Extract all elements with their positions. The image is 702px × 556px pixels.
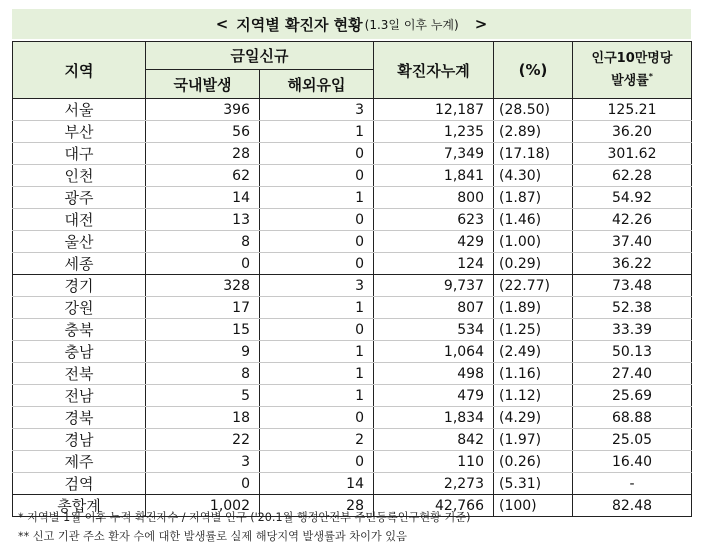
- cumulative-cell: 800: [374, 187, 494, 209]
- rate-cell: 37.40: [573, 231, 692, 253]
- cumulative-cell: 7,349: [374, 143, 494, 165]
- footnotes: [18, 508, 471, 546]
- table-row: [13, 165, 692, 187]
- table-body: [13, 99, 692, 517]
- overseas-cell: 0: [260, 143, 374, 165]
- table-row: [13, 99, 692, 121]
- region-cell: 충북: [13, 319, 146, 341]
- header-today-new: 금일신규: [146, 42, 374, 70]
- domestic-cell: 328: [146, 275, 260, 297]
- domestic-cell: 56: [146, 121, 260, 143]
- overseas-cell: 0: [260, 451, 374, 473]
- cumulative-cell: 842: [374, 429, 494, 451]
- header-per100k-line2: 발생률: [611, 73, 649, 89]
- region-cell: 인천: [13, 165, 146, 187]
- table-row: [13, 451, 692, 473]
- percent-cell: (0.29): [494, 253, 573, 275]
- footnote-1: * 지역별 1월 이후 누적 확진자수 / 지역별 인구 ('20.1월 행정안전부 주민등록인구현황 기준): [18, 511, 471, 524]
- region-cell: 대구: [13, 143, 146, 165]
- rate-cell: 301.62: [573, 143, 692, 165]
- percent-cell: (22.77): [494, 275, 573, 297]
- percent-cell: (17.18): [494, 143, 573, 165]
- rate-cell: 82.48: [573, 495, 692, 517]
- domestic-cell: 5: [146, 385, 260, 407]
- overseas-cell: 1: [260, 297, 374, 319]
- domestic-cell: 17: [146, 297, 260, 319]
- cumulative-cell: 124: [374, 253, 494, 275]
- cumulative-cell: 498: [374, 363, 494, 385]
- header-per100k-footnote-mark: *: [648, 71, 653, 81]
- overseas-cell: 0: [260, 319, 374, 341]
- cumulative-cell: 429: [374, 231, 494, 253]
- cumulative-cell: 110: [374, 451, 494, 473]
- table-row: [13, 363, 692, 385]
- regional-cases-table: [12, 41, 692, 517]
- percent-cell: (100): [494, 495, 573, 517]
- percent-cell: (28.50): [494, 99, 573, 121]
- rate-cell: 16.40: [573, 451, 692, 473]
- region-cell: 경북: [13, 407, 146, 429]
- table-title: [12, 9, 691, 39]
- cumulative-cell: 1,841: [374, 165, 494, 187]
- rate-cell: 50.13: [573, 341, 692, 363]
- title-left-bracket: <: [215, 15, 229, 33]
- header-per100k: [573, 42, 692, 99]
- percent-cell: (1.89): [494, 297, 573, 319]
- table-row: [13, 407, 692, 429]
- overseas-cell: 3: [260, 99, 374, 121]
- overseas-cell: 1: [260, 187, 374, 209]
- region-cell: 전남: [13, 385, 146, 407]
- overseas-cell: 0: [260, 253, 374, 275]
- rate-cell: -: [573, 473, 692, 495]
- domestic-cell: 22: [146, 429, 260, 451]
- region-cell: 검역: [13, 473, 146, 495]
- title-right-bracket: >: [474, 15, 488, 33]
- rate-cell: 62.28: [573, 165, 692, 187]
- domestic-cell: 8: [146, 231, 260, 253]
- rate-cell: 36.22: [573, 253, 692, 275]
- table-row: [13, 297, 692, 319]
- region-cell: 충남: [13, 341, 146, 363]
- domestic-cell: 3: [146, 451, 260, 473]
- title-subtitle: (1.3일 이후 누계): [364, 17, 459, 32]
- region-cell: 대전: [13, 209, 146, 231]
- region-cell: 세종: [13, 253, 146, 275]
- cumulative-cell: 1,064: [374, 341, 494, 363]
- percent-cell: (5.31): [494, 473, 573, 495]
- overseas-cell: 1: [260, 385, 374, 407]
- domestic-cell: 1,002: [146, 495, 260, 517]
- region-cell: 서울: [13, 99, 146, 121]
- table-row: [13, 187, 692, 209]
- percent-cell: (1.25): [494, 319, 573, 341]
- header-cumulative: 확진자누계: [374, 42, 494, 99]
- table-row: [13, 473, 692, 495]
- overseas-cell: 1: [260, 341, 374, 363]
- table-row: [13, 143, 692, 165]
- overseas-cell: 0: [260, 231, 374, 253]
- overseas-cell: 0: [260, 407, 374, 429]
- cumulative-cell: 479: [374, 385, 494, 407]
- domestic-cell: 18: [146, 407, 260, 429]
- percent-cell: (1.97): [494, 429, 573, 451]
- rate-cell: 33.39: [573, 319, 692, 341]
- region-cell: 전북: [13, 363, 146, 385]
- region-cell: 경기: [13, 275, 146, 297]
- cumulative-cell: 1,834: [374, 407, 494, 429]
- header-per100k-line1: 인구10만명당: [591, 50, 673, 66]
- domestic-cell: 28: [146, 143, 260, 165]
- rate-cell: 25.69: [573, 385, 692, 407]
- header-overseas: 해외유입: [260, 70, 374, 99]
- cumulative-cell: 42,766: [374, 495, 494, 517]
- header-region: 지역: [13, 42, 146, 99]
- cumulative-cell: 12,187: [374, 99, 494, 121]
- table-row: [13, 209, 692, 231]
- domestic-cell: 9: [146, 341, 260, 363]
- overseas-cell: 28: [260, 495, 374, 517]
- domestic-cell: 15: [146, 319, 260, 341]
- region-cell: 울산: [13, 231, 146, 253]
- rate-cell: 27.40: [573, 363, 692, 385]
- region-cell: 경남: [13, 429, 146, 451]
- percent-cell: (1.46): [494, 209, 573, 231]
- domestic-cell: 396: [146, 99, 260, 121]
- domestic-cell: 0: [146, 473, 260, 495]
- region-cell: 총합계: [13, 495, 146, 517]
- overseas-cell: 3: [260, 275, 374, 297]
- table-row: [13, 253, 692, 275]
- table-row: [13, 121, 692, 143]
- rate-cell: 52.38: [573, 297, 692, 319]
- header-percent: (%): [494, 42, 573, 99]
- percent-cell: (1.16): [494, 363, 573, 385]
- title-main: 지역별 확진자 현황: [236, 15, 363, 34]
- domestic-cell: 0: [146, 253, 260, 275]
- overseas-cell: 0: [260, 209, 374, 231]
- cumulative-cell: 534: [374, 319, 494, 341]
- table-row: [13, 429, 692, 451]
- overseas-cell: 1: [260, 121, 374, 143]
- percent-cell: (2.89): [494, 121, 573, 143]
- rate-cell: 42.26: [573, 209, 692, 231]
- cumulative-cell: 2,273: [374, 473, 494, 495]
- table-row: [13, 275, 692, 297]
- percent-cell: (0.26): [494, 451, 573, 473]
- cumulative-cell: 1,235: [374, 121, 494, 143]
- table-row: [13, 231, 692, 253]
- percent-cell: (1.00): [494, 231, 573, 253]
- cumulative-cell: 623: [374, 209, 494, 231]
- domestic-cell: 13: [146, 209, 260, 231]
- percent-cell: (4.30): [494, 165, 573, 187]
- overseas-cell: 1: [260, 363, 374, 385]
- rate-cell: 54.92: [573, 187, 692, 209]
- region-cell: 제주: [13, 451, 146, 473]
- header-domestic: 국내발생: [146, 70, 260, 99]
- percent-cell: (2.49): [494, 341, 573, 363]
- rate-cell: 68.88: [573, 407, 692, 429]
- rate-cell: 73.48: [573, 275, 692, 297]
- cumulative-cell: 807: [374, 297, 494, 319]
- rate-cell: 25.05: [573, 429, 692, 451]
- domestic-cell: 14: [146, 187, 260, 209]
- region-cell: 강원: [13, 297, 146, 319]
- table-row: [13, 319, 692, 341]
- cumulative-cell: 9,737: [374, 275, 494, 297]
- footnote-2: ** 신고 기관 주소 환자 수에 대한 발생률로 실제 해당지역 발생률과 차이가 있음: [18, 530, 407, 543]
- domestic-cell: 8: [146, 363, 260, 385]
- rate-cell: 36.20: [573, 121, 692, 143]
- percent-cell: (4.29): [494, 407, 573, 429]
- percent-cell: (1.12): [494, 385, 573, 407]
- region-cell: 부산: [13, 121, 146, 143]
- region-cell: 광주: [13, 187, 146, 209]
- overseas-cell: 14: [260, 473, 374, 495]
- table-row: [13, 341, 692, 363]
- rate-cell: 125.21: [573, 99, 692, 121]
- domestic-cell: 62: [146, 165, 260, 187]
- overseas-cell: 0: [260, 165, 374, 187]
- percent-cell: (1.87): [494, 187, 573, 209]
- table-row: [13, 385, 692, 407]
- overseas-cell: 2: [260, 429, 374, 451]
